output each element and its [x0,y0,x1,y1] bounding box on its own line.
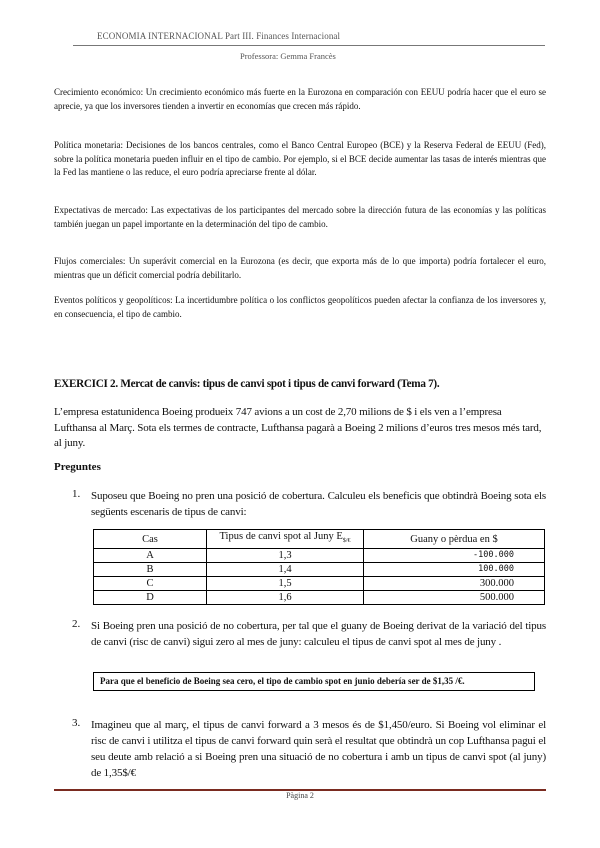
header-title: ECONOMIA INTERNACIONAL Part III. Finances Internacional [97,31,341,41]
question-text: Suposeu que Boeing no pren una posició de cobertura. Calculeu els beneficis que obtindrà Boeing sota els següents escenaris de tipus de canvi: [91,490,546,518]
cell-result: 300.000 [364,577,545,591]
header-rate-sub: $/€ [342,538,351,545]
questions-heading: Preguntes [54,461,101,473]
table-row [94,549,545,563]
cell-rate: 1,3 [207,549,364,563]
paragraph-political: Eventos políticos y geopolíticos: La incertidumbre política o los conflictos geopolíticos pueden afectar la confianza de los inversores y, en consecuencia, el tipo de cambio. [54,295,546,319]
exercise-title: EXERCICI 2. Mercat de canvis: tipus de canvi spot i tipus de canvi forward (Tema 7). [54,378,440,390]
header-cell [207,530,364,549]
cell-result: 100.000 [364,563,545,577]
header-rate-label: Tipus de canvi spot al Juny E [219,531,343,542]
table-header-row [94,530,545,549]
question-text: Si Boeing pren una posició de no cobertura, per tal que el guany de Boeing derivat de la variació del tipus de canvi (risc de canvi) sigui zero al mes de juny: calculeu el tipus de canvi spot al mes de juny . [91,620,546,648]
cell-result: 500.000 [364,591,545,605]
exchange-table [93,529,545,605]
exercise-intro: L’empresa estatunidenca Boeing produeix 747 avions a un cost de 2,70 milions de $ i els ven a l’empresa Lufthansa al Març. Sota els termes de contracte, Lufthansa pagarà a Boeing 2 milions d’euros tres mesos més tard, al juny. [54,406,542,449]
answer-box: Para que el beneficio de Boeing sea cero, el tipo de cambio spot en junio debería ser de $1,35 /€. [93,672,535,691]
cell-rate: 1,6 [207,591,364,605]
cell-rate: 1,5 [207,577,364,591]
paragraph-growth: Crecimiento económico: Un crecimiento económico más fuerte en la Eurozona en comparación con EEUU podría hacer que el euro se aprecie, ya que los inversores tienden a invertir en economías que crecen más rápido. [54,87,546,111]
header-divider [73,45,545,46]
table-row [94,577,545,591]
paragraph-expectations: Expectativas de mercado: Las expectativas de los participantes del mercado sobre la dirección futura de las economías y las políticas también juegan un papel importante en la determinación del tipo de cambio. [54,205,546,229]
table-row [94,563,545,577]
header-cell: Guany o pèrdua en $ [364,530,545,549]
question-text: Imagineu que al març, el tipus de canvi forward a 3 mesos és de $1,450/euro. Si Boeing vol eliminar el risc de canvi i utilitza el tipus de canvi forward quin serà el resultat que obtindrà un cop Lufthansa pagui el seu deute amb relació a si Boeing pren una situació de no cobertura i amb un tipus de canvi spot (al juny) de 1,35$/€ [91,719,546,779]
cell-rate: 1,4 [207,563,364,577]
cell-cas: B [94,563,207,577]
question-number: 1. [72,488,81,500]
question-number: 3. [72,717,81,729]
paragraph-monetary: Política monetaria: Decisiones de los bancos centrales, como el Banco Central Europeo (BCE) y la Reserva Federal de EEUU (Fed), sobre la política monetaria pueden influir en el tipo de cambio. Por ejemplo, si el BCE decide aumentar las tasas de interés mientras que la Fed las mantiene o las reduce, el euro podría apreciarse frente al dólar. [54,140,546,178]
cell-cas: D [94,591,207,605]
paragraph-trade: Flujos comerciales: Un superávit comercial en la Eurozona (es decir, que exporta más de lo que importa) podría fortalecer el euro, mientras que un déficit comercial podría debilitarlo. [54,256,546,280]
header-teacher: Professora: Gemma Francès [240,51,336,61]
page-number: Pàgina 2 [286,791,314,800]
cell-cas: C [94,577,207,591]
cell-cas: A [94,549,207,563]
table-row [94,591,545,605]
header-cell: Cas [94,530,207,549]
cell-result: -100.000 [364,549,545,563]
question-number: 2. [72,618,81,630]
